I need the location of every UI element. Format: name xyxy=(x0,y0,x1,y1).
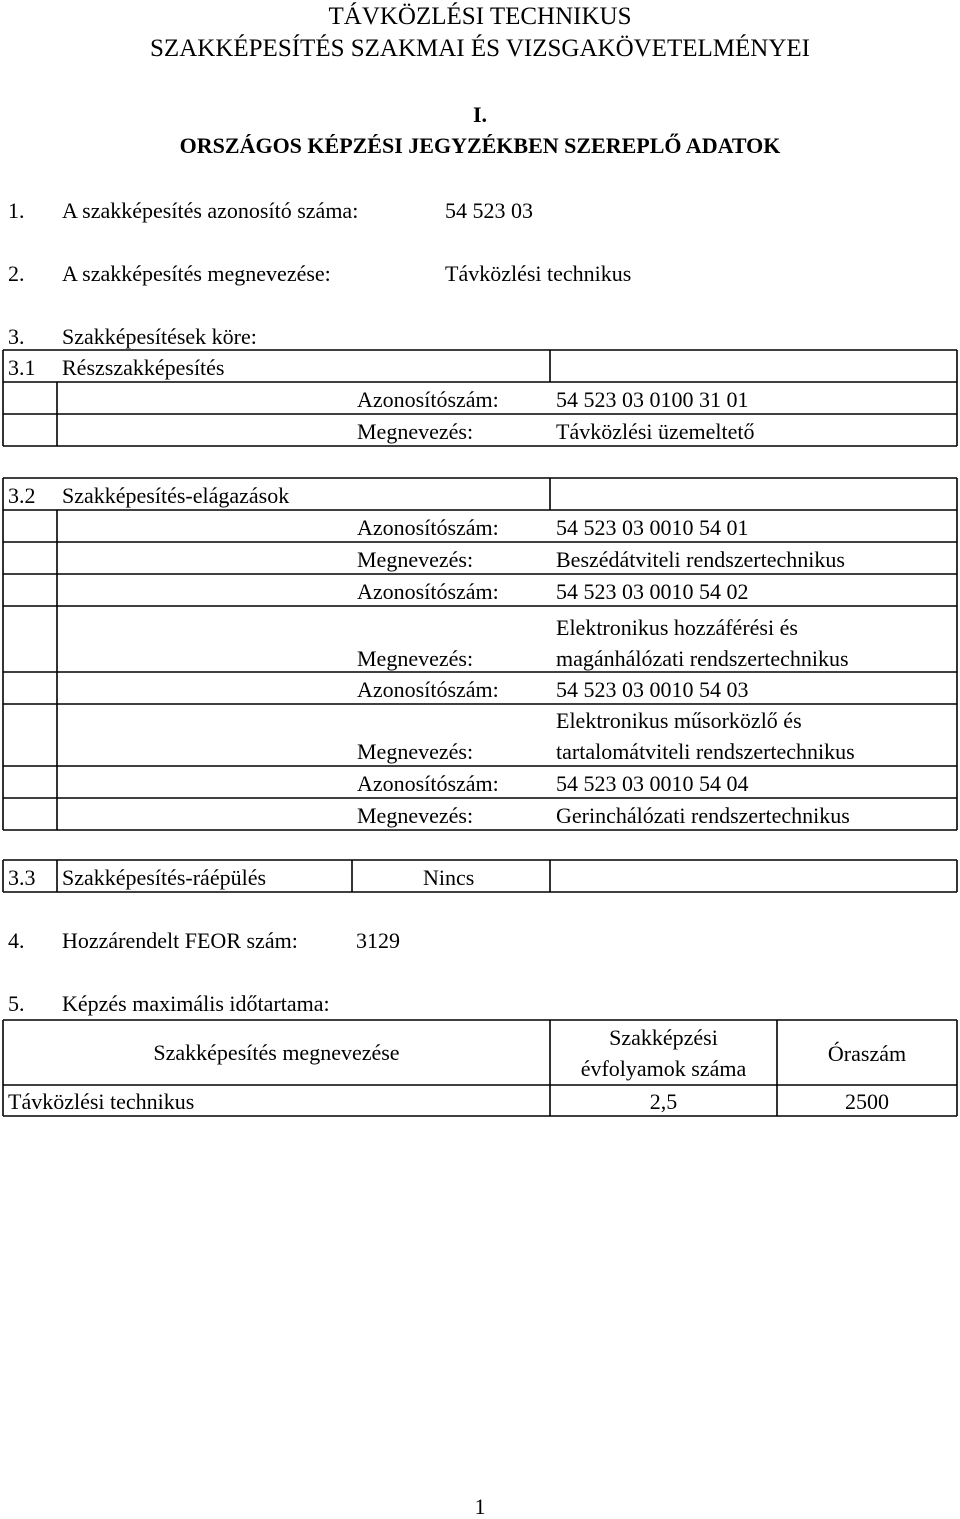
section31-number: 3.1 xyxy=(8,355,36,380)
item1-number: 1. xyxy=(8,198,25,223)
branch2-id-label: Azonosítószám: xyxy=(357,579,499,604)
branch2-name-value-line2: magánhálózati rendszertechnikus xyxy=(556,646,849,671)
branch2-name-label: Megnevezés: xyxy=(357,646,474,671)
duration-row-years: 2,5 xyxy=(649,1089,678,1114)
page-title-line2: SZAKKÉPESÍTÉS SZAKMAI ÉS VIZSGAKÖVETELMÉNYEI xyxy=(150,35,810,62)
section32-number: 3.2 xyxy=(8,483,36,508)
item5-number: 5. xyxy=(8,991,25,1016)
item4-label: Hozzárendelt FEOR szám: xyxy=(62,928,298,953)
branch4-id-label: Azonosítószám: xyxy=(357,771,499,796)
section32-label: Szakképesítés-elágazások xyxy=(62,483,290,508)
item1-value: 54 523 03 xyxy=(445,198,533,223)
item2-label: A szakképesítés megnevezése: xyxy=(62,261,331,286)
item4-number: 4. xyxy=(8,928,25,953)
branch3-id-label: Azonosítószám: xyxy=(357,677,499,702)
duration-header-years-line2: évfolyamok száma xyxy=(580,1056,747,1081)
branch3-id-value: 54 523 03 0010 54 03 xyxy=(556,677,749,702)
duration-header-years-line1: Szakképzési xyxy=(609,1025,718,1050)
section31-id-label: Azonosítószám: xyxy=(357,387,499,412)
item4-value: 3129 xyxy=(356,928,400,953)
item3-number: 3. xyxy=(8,324,25,349)
section31-id-value: 54 523 03 0100 31 01 xyxy=(556,387,749,412)
section33-value: Nincs xyxy=(423,865,475,890)
branch3-name-value-line2: tartalomátviteli rendszertechnikus xyxy=(556,739,855,764)
duration-row-name: Távközlési technikus xyxy=(8,1089,195,1114)
section31-name-value: Távközlési üzemeltető xyxy=(556,419,755,444)
item5-label: Képzés maximális időtartama: xyxy=(62,991,330,1016)
item2-number: 2. xyxy=(8,261,25,286)
item1-label: A szakképesítés azonosító száma: xyxy=(62,198,359,223)
part-title: ORSZÁGOS KÉPZÉSI JEGYZÉKBEN SZEREPLŐ ADATOK xyxy=(179,133,781,158)
item3-label: Szakképesítések köre: xyxy=(62,324,257,349)
item2-value: Távközlési technikus xyxy=(445,261,632,286)
branch3-name-label: Megnevezés: xyxy=(357,739,474,764)
branch4-name-value: Gerinchálózati rendszertechnikus xyxy=(556,803,850,828)
branch1-id-label: Azonosítószám: xyxy=(357,515,499,540)
branch4-id-value: 54 523 03 0010 54 04 xyxy=(556,771,749,796)
part-number: I. xyxy=(472,102,488,127)
section33-number: 3.3 xyxy=(8,865,36,890)
branch2-id-value: 54 523 03 0010 54 02 xyxy=(556,579,749,604)
duration-header-hours: Óraszám xyxy=(827,1041,907,1066)
page-title-line1: TÁVKÖZLÉSI TECHNIKUS xyxy=(328,3,632,30)
section33-label: Szakképesítés-ráépülés xyxy=(62,865,267,890)
duration-row-hours: 2500 xyxy=(845,1089,889,1114)
branch1-id-value: 54 523 03 0010 54 01 xyxy=(556,515,749,540)
branch3-name-value-line1: Elektronikus műsorközlő és xyxy=(556,708,802,733)
branch1-name-value: Beszédátviteli rendszertechnikus xyxy=(556,547,845,572)
branch4-name-label: Megnevezés: xyxy=(357,803,474,828)
branch1-name-label: Megnevezés: xyxy=(357,547,474,572)
section31-label: Részszakképesítés xyxy=(62,355,225,380)
section31-name-label: Megnevezés: xyxy=(357,419,474,444)
duration-header-name: Szakképesítés megnevezése xyxy=(153,1040,400,1065)
page-number: 1 xyxy=(474,1494,486,1519)
branch2-name-value-line1: Elektronikus hozzáférési és xyxy=(556,615,798,640)
